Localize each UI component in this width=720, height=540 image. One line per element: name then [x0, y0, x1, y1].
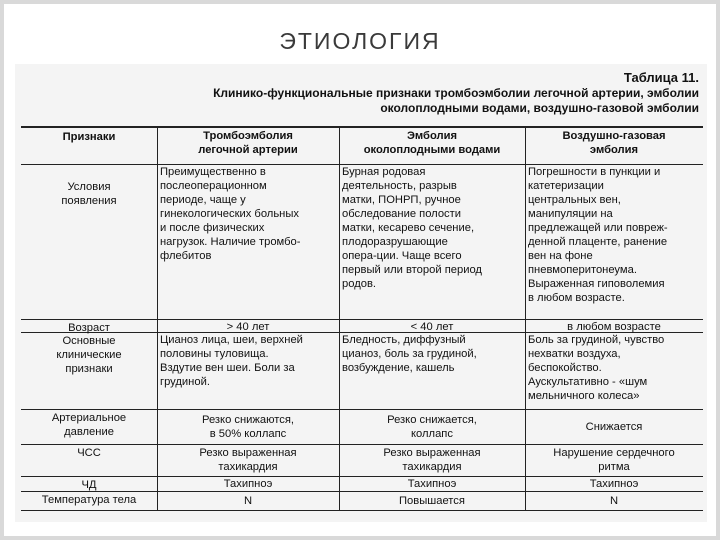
table-cell-amniotic: тахикардия	[402, 461, 462, 473]
table-cell-air: Боль за грудиной, чувство	[528, 334, 665, 346]
table-cell-amniotic: матки, кесарево сечение,	[342, 222, 475, 234]
table-cell-tela: Резко снижаются,	[201, 414, 295, 426]
table-cell-amniotic: обследование полости	[342, 208, 462, 220]
table-cell-amniotic: Резко выраженная	[383, 447, 481, 459]
header-cell: легочной артерии	[198, 144, 298, 156]
header-cell: Признаки	[62, 131, 116, 143]
table-cell-tela: флебитов	[160, 250, 212, 262]
table-cell-air: мельничного колеса»	[528, 390, 640, 402]
row-rule	[21, 510, 703, 511]
table-cell-air: Погрешности в пункции и	[528, 166, 661, 178]
table-cell-tela: Цианоз лица, шеи, верхней	[160, 334, 303, 346]
table-cell-amniotic: < 40 лет	[410, 321, 454, 333]
column-rule	[339, 126, 340, 510]
table-cell-air: Нарушение сердечного	[553, 447, 675, 459]
table-cell-air: Выраженная гиповолемия	[528, 278, 665, 290]
table-cell-air: N	[609, 495, 619, 507]
table-cell-amniotic: возбуждение, кашель	[342, 362, 455, 374]
caption-line: Клинико-функциональные признаки тромбоэмболии легочной артерии, эмболии	[213, 86, 699, 100]
header-cell: Тромбоэмболия	[203, 130, 293, 142]
table-cell-amniotic: первый или второй период	[342, 264, 482, 276]
table-cell-air: денной плаценте, ранение	[528, 236, 668, 248]
table-cell-amniotic: цианоз, боль за грудиной,	[342, 348, 477, 360]
table-cell-amniotic: Повышается	[399, 495, 465, 507]
table-cell-sign: Основные	[62, 335, 116, 347]
table-cell-air: Тахипноэ	[589, 478, 639, 490]
header-cell: эмболия	[589, 144, 639, 156]
table-cell-amniotic: родов.	[342, 278, 376, 290]
table-cell-amniotic: опера-ции. Чаще всего	[342, 250, 462, 262]
table-cell-tela: гинекологических больных	[160, 208, 299, 220]
row-rule	[21, 444, 703, 445]
table-cell-tela: N	[243, 495, 253, 507]
table-cell-tela: Вздутие вен шеи. Боли за	[160, 362, 295, 374]
table-cell-tela: тахикардия	[218, 461, 278, 473]
header-cell: Эмболия	[406, 130, 458, 142]
table-cell-air: Аускультативно - «шум	[528, 376, 648, 388]
table-cell-tela: Резко выраженная	[199, 447, 297, 459]
header-cell: околоплодными водами	[363, 144, 501, 156]
table-cell-sign: Температура тела	[41, 494, 137, 506]
table-cell-air: Снижается	[585, 421, 643, 433]
table-cell-tela: нагрузок. Наличие тромбо-	[160, 236, 301, 248]
table-cell-amniotic: матки, ПОНРП, ручное	[342, 194, 461, 206]
scanned-table	[15, 64, 707, 522]
table-cell-amniotic: деятельность, разрыв	[342, 180, 457, 192]
table-caption	[99, 86, 699, 116]
header-cell: Воздушно-газовая	[562, 130, 666, 142]
table-cell-tela: > 40 лет	[226, 321, 270, 333]
table-cell-air: ритма	[598, 461, 630, 473]
table-top-rule	[21, 126, 703, 128]
table-cell-tela: и после физических	[160, 222, 265, 234]
table-cell-sign: появления	[61, 195, 117, 207]
table-cell-air: в любом возрасте.	[528, 292, 625, 304]
table-cell-amniotic: Бледность, диффузный	[342, 334, 466, 346]
caption-line: околоплодными водами, воздушно-газовой эмболии	[380, 101, 699, 115]
table-cell-tela: послеоперационном	[160, 180, 267, 192]
table-cell-sign: клинические	[56, 349, 122, 361]
table-cell-air: катетеризации	[528, 180, 604, 192]
table-cell-sign: признаки	[65, 363, 113, 375]
column-rule	[157, 126, 158, 510]
table-cell-amniotic: коллапс	[411, 428, 453, 440]
table-cell-sign: Условия	[67, 181, 111, 193]
table-cell-tela: половины туловища.	[160, 348, 269, 360]
table-cell-air: пневмоперитонеума.	[528, 264, 637, 276]
table-cell-air: центральных вен,	[528, 194, 621, 206]
table-cell-amniotic: Тахипноэ	[407, 478, 457, 490]
table-cell-air: вен на фоне	[528, 250, 593, 262]
table-cell-sign: давление	[64, 426, 114, 438]
table-cell-amniotic: Резко снижается,	[387, 414, 477, 426]
table-cell-sign: ЧСС	[77, 447, 101, 459]
table-cell-sign: ЧД	[81, 479, 97, 491]
column-rule	[525, 126, 526, 510]
slide-title: ЭТИОЛОГИЯ	[279, 28, 441, 54]
table-cell-tela: периоде, чаще у	[160, 194, 246, 206]
table-cell-amniotic: плодоразрушающие	[342, 236, 448, 248]
table-cell-air: в любом возрасте	[567, 321, 661, 333]
table-cell-sign: Артериальное	[51, 412, 127, 424]
table-cell-tela: грудиной.	[160, 376, 210, 388]
table-cell-amniotic: Бурная родовая	[342, 166, 426, 178]
table-number: Таблица 11.	[623, 70, 699, 85]
table-cell-sign: Возраст	[68, 322, 110, 334]
table-cell-tela: Тахипноэ	[223, 478, 273, 490]
row-rule	[21, 409, 703, 410]
table-cell-air: манипуляции на	[528, 208, 613, 220]
table-cell-air: беспокойство.	[528, 362, 602, 374]
table-cell-tela: в 50% коллапс	[209, 428, 287, 440]
table-cell-tela: Преимущественно в	[160, 166, 266, 178]
table-cell-air: предлежащей или повреж-	[528, 222, 668, 234]
table-cell-air: нехватки воздуха,	[528, 348, 621, 360]
